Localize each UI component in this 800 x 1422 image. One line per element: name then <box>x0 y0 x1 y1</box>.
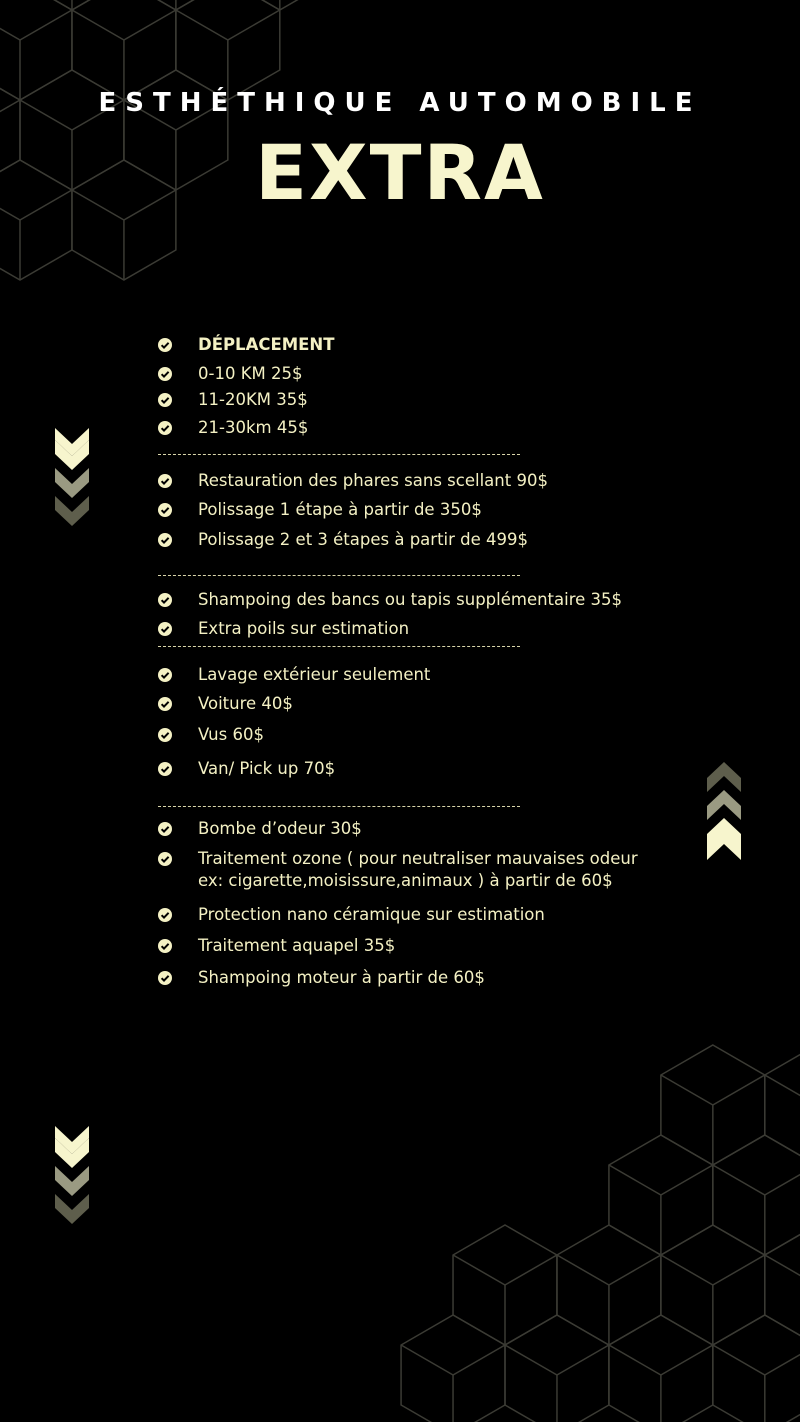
list-item-label: 11-20KM 35$ <box>198 390 308 409</box>
list-item-label: Van/ Pick up 70$ <box>198 759 336 778</box>
list-item-line-1: Traitement ozone ( pour neutraliser mauvaises odeur <box>198 849 638 868</box>
cube-edge <box>557 1255 609 1285</box>
check-circle-icon <box>158 533 172 547</box>
dashed-divider <box>158 575 520 576</box>
list-item-label: 0-10 KM 25$ <box>198 364 303 383</box>
check-circle-icon <box>158 668 172 682</box>
dashed-divider <box>158 646 520 647</box>
check-circle-icon <box>158 908 172 922</box>
cube-outline <box>713 1135 800 1255</box>
chevron-stack-icon <box>55 428 89 528</box>
check-circle-icon <box>158 697 172 711</box>
cube-edge <box>765 1165 800 1195</box>
cube-edge <box>765 1345 800 1375</box>
list-item-label: Polissage 2 et 3 étapes à partir de 499$ <box>198 530 529 549</box>
check-circle-icon <box>158 474 172 488</box>
cube-edge <box>505 1255 557 1285</box>
cube-outline <box>0 0 72 100</box>
cube-edge <box>557 1345 609 1375</box>
check-circle-icon <box>158 622 172 636</box>
check-circle-icon <box>158 421 172 435</box>
list-item-label: Vus 60$ <box>198 725 264 744</box>
cube-edge <box>401 1345 453 1375</box>
check-circle-icon <box>158 367 172 381</box>
cube-edge <box>765 1255 800 1285</box>
chevron-up-stack-icon <box>707 762 741 862</box>
list-item-label: DÉPLACEMENT <box>198 335 335 354</box>
cube-outline <box>765 1225 800 1345</box>
chevron-stack-icon <box>55 1126 89 1226</box>
cube-edge <box>661 1165 713 1195</box>
cube-outline <box>765 1045 800 1165</box>
check-circle-icon <box>158 939 172 953</box>
list-item-line-2: ex: cigarette,moisissure,animaux ) à partir de 60$ <box>198 871 613 890</box>
list-item-label: Lavage extérieur seulement <box>198 665 431 684</box>
dashed-divider <box>158 806 520 807</box>
cube-edge <box>609 1345 661 1375</box>
cube-edge <box>765 1075 800 1105</box>
cube-edge <box>453 1345 505 1375</box>
list-item-label: Protection nano céramique sur estimation <box>198 905 545 924</box>
list-item-label: Restauration des phares sans scellant 90$ <box>198 471 548 490</box>
cube-outline <box>713 1315 800 1422</box>
cube-edge <box>124 10 176 40</box>
cube-edge <box>72 10 124 40</box>
list-item-label: Traitement aquapel 35$ <box>198 936 396 955</box>
list-item-label: Extra poils sur estimation <box>198 619 410 638</box>
cube-edge <box>609 1165 661 1195</box>
cube-edge <box>609 1255 661 1285</box>
check-circle-icon <box>158 503 172 517</box>
cube-edge <box>713 1345 765 1375</box>
check-circle-icon <box>158 852 172 866</box>
cube-edge <box>228 10 280 40</box>
cube-edge <box>713 1255 765 1285</box>
cube-edge <box>20 10 72 40</box>
cube-edge <box>0 10 20 40</box>
list-item-label <box>198 848 658 892</box>
check-circle-icon <box>158 728 172 742</box>
cube-edge <box>176 10 228 40</box>
list-item-label: Voiture 40$ <box>198 694 293 713</box>
list-item-label: Shampoing des bancs ou tapis supplémentaire 35$ <box>198 590 623 609</box>
cube-edge <box>505 1345 557 1375</box>
cube-edge <box>713 1075 765 1105</box>
check-circle-icon <box>158 593 172 607</box>
list-item-label: 21-30km 45$ <box>198 418 309 437</box>
list-item-label: Bombe d’odeur 30$ <box>198 819 362 838</box>
list-item-label: Shampoing moteur à partir de 60$ <box>198 968 485 987</box>
cube-edge <box>713 1165 765 1195</box>
brand-subtitle: ESTHÉTHIQUE AUTOMOBILE <box>98 88 702 118</box>
cube-edge <box>661 1075 713 1105</box>
list-item-label: Polissage 1 étape à partir de 350$ <box>198 500 482 519</box>
cube-edge <box>661 1345 713 1375</box>
page-title: EXTRA <box>255 128 545 217</box>
check-circle-icon <box>158 971 172 985</box>
check-circle-icon <box>158 822 172 836</box>
check-circle-icon <box>158 762 172 776</box>
cube-edge <box>453 1255 505 1285</box>
dashed-divider <box>158 454 520 455</box>
check-circle-icon <box>158 393 172 407</box>
cube-edge <box>661 1255 713 1285</box>
check-circle-icon <box>158 338 172 352</box>
